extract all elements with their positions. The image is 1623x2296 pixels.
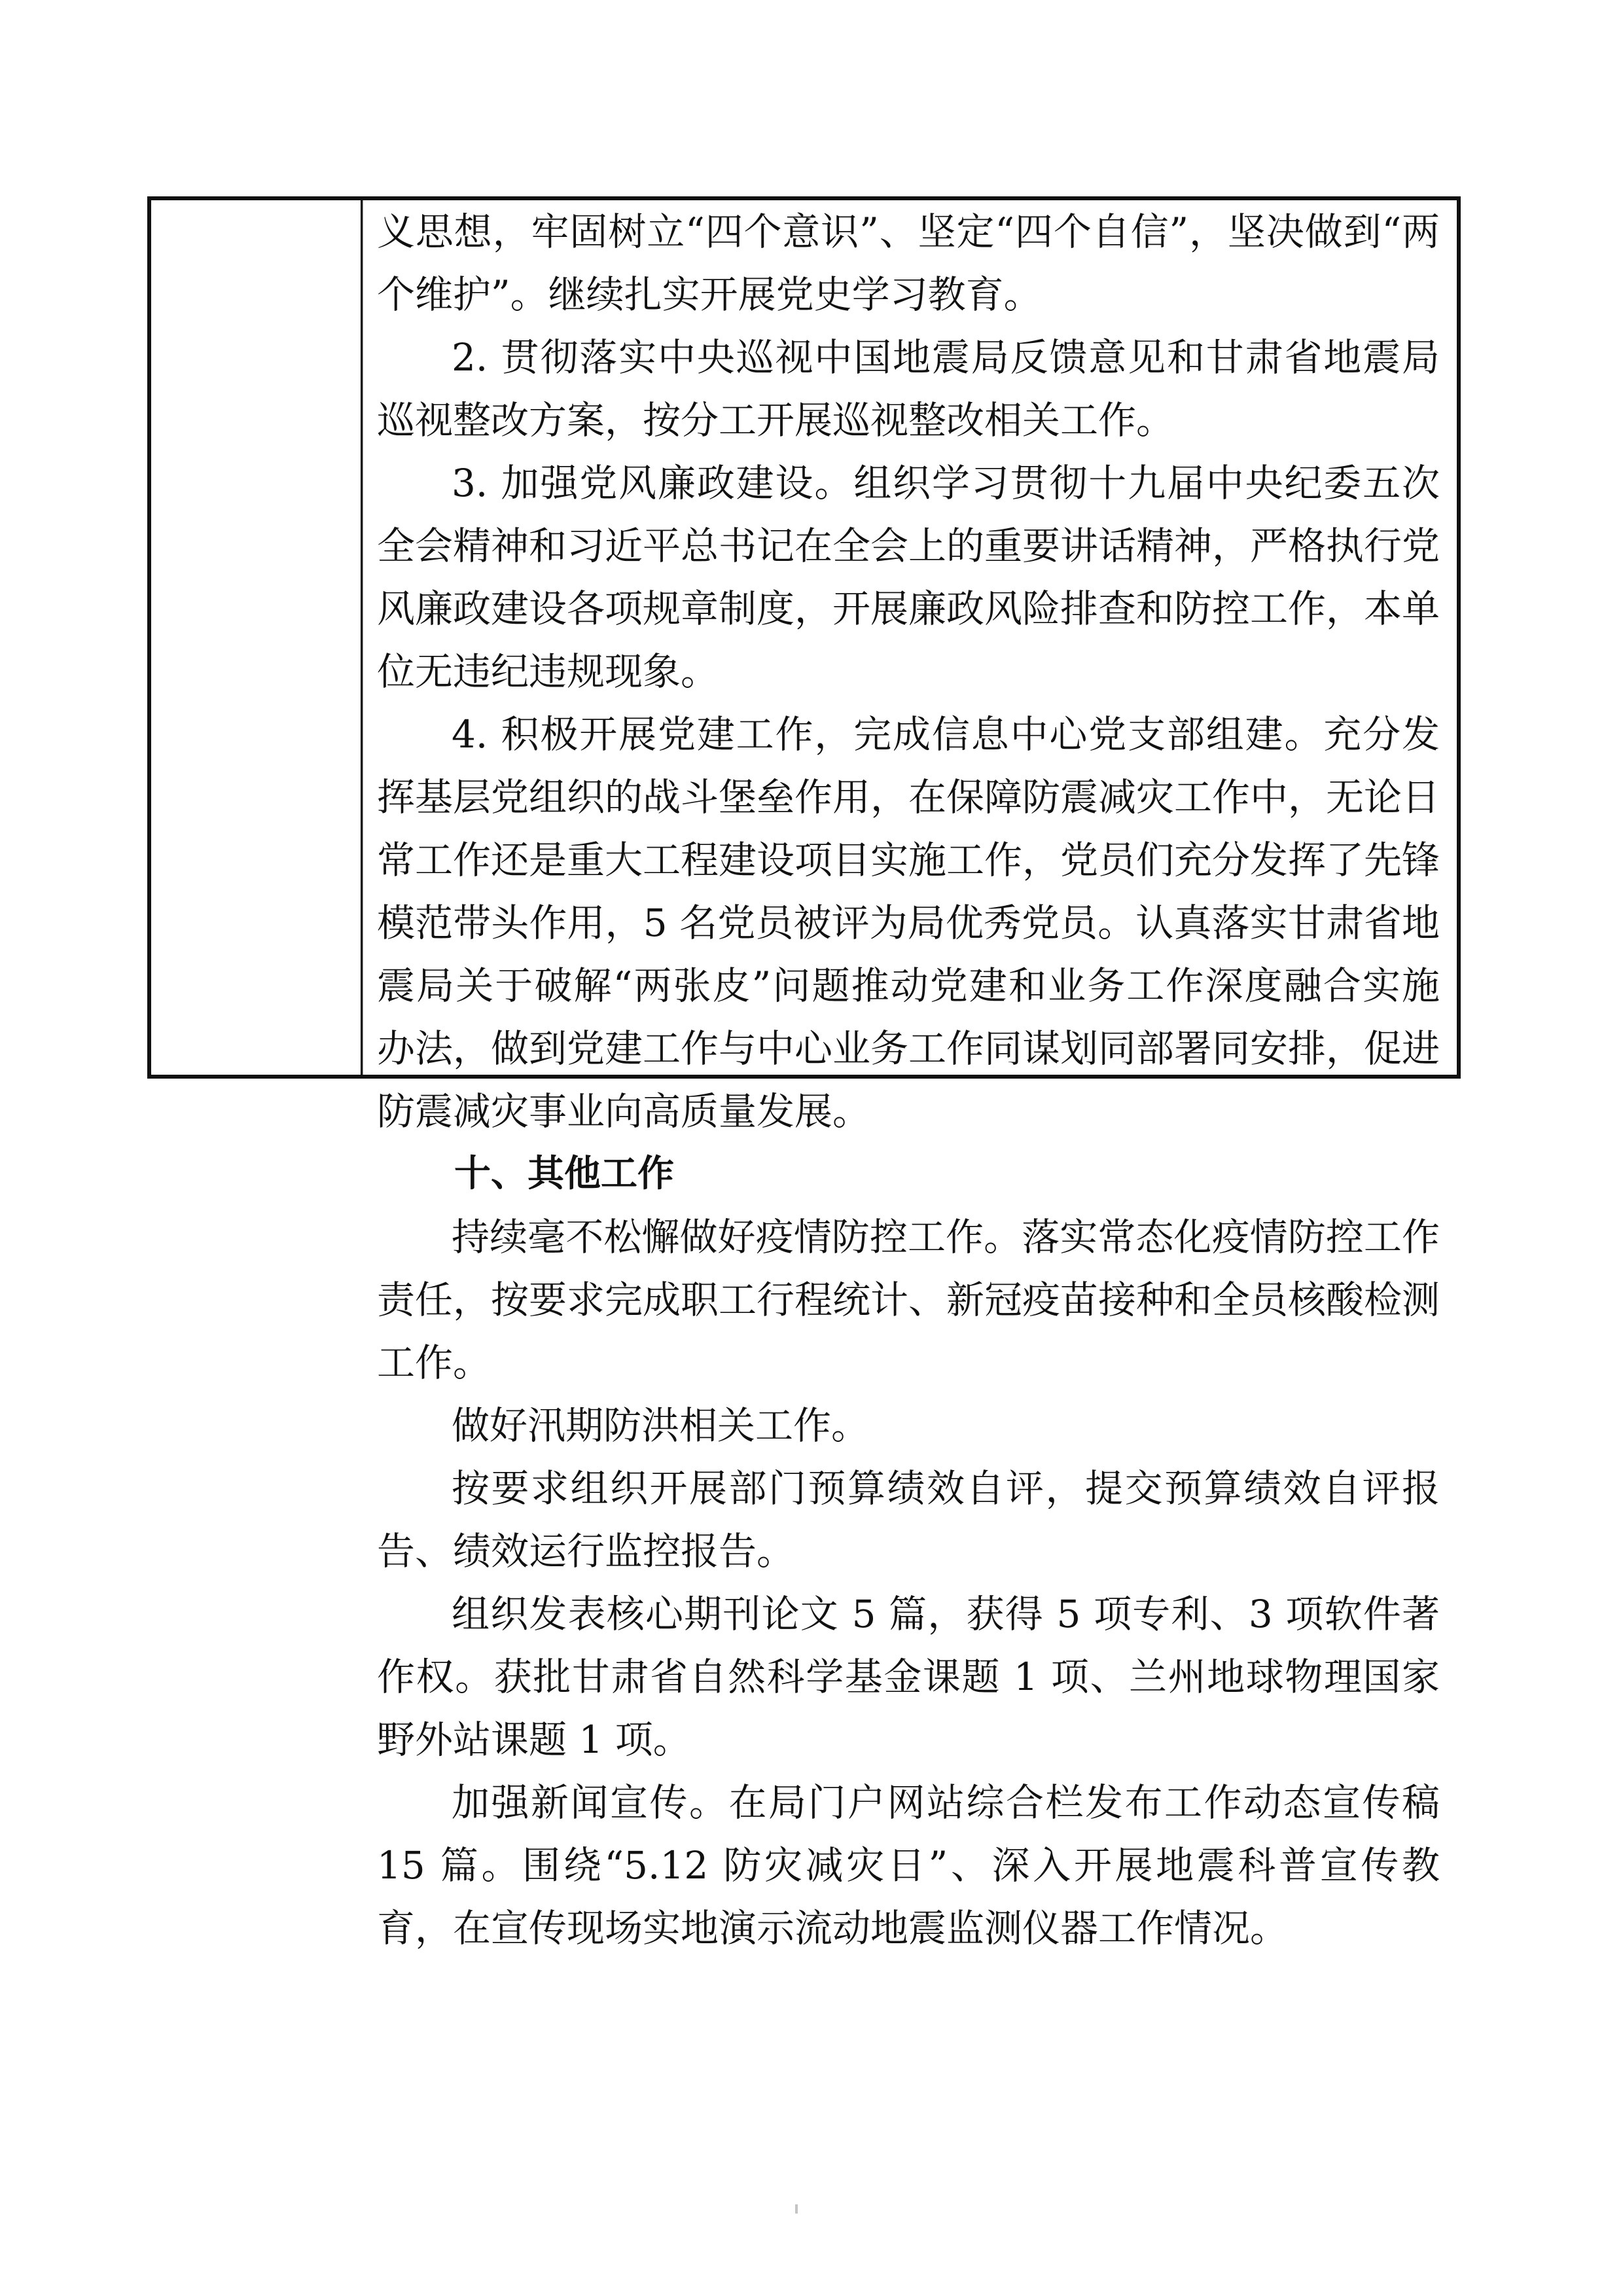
- table-left-column: [151, 200, 361, 1075]
- scan-artifact: [795, 2204, 798, 2214]
- paragraph-item-2: 2. 贯彻落实中央巡视中国地震局反馈意见和甘肃省地震局巡视整改方案，按分工开展巡视整改相关工作。: [377, 335, 1440, 442]
- report-table: [147, 196, 1461, 1950]
- paragraph-publicity: 加强新闻宣传。在局门户网站综合栏发布工作动态宣传稿 15 篇。围绕“5.12 防灾减灾日”、深入开展地震科普宣传教育，在宣传现场实地演示流动地震监测仪器工作情况。: [377, 1780, 1440, 1950]
- paragraph-research: 组织发表核心期刊论文 5 篇，获得 5 项专利、3 项软件著作权。获批甘肃省自然科学基金课题 1 项、兰州地球物理国家野外站课题 1 项。: [377, 1592, 1440, 1762]
- paragraph-item-3: 3. 加强党风廉政建设。组织学习贯彻十九届中央纪委五次全会精神和习近平总书记在全会上的重要讲话精神，严格执行党风廉政建设各项规章制度，开展廉政风险排查和防控工作，本单位无违纪违规现象。: [377, 461, 1440, 694]
- paragraph-item-4: 4. 积极开展党建工作，完成信息中心党支部组建。充分发挥基层党组织的战斗堡垒作用，在保障防震减灾工作中，无论日常工作还是重大工程建设项目实施工作，党员们充分发挥了先锋模范带头作用，5 名党员被评为局优秀党员。认真落实甘肃省地震局关于破解“两张皮”问题推动党建和业务工作深度融合实施办法，做到党建工作与中心业务工作同谋划同部署同安排，促进防震减灾事业向高质量发展。: [377, 712, 1440, 1134]
- table-content-cell: [377, 200, 1440, 1960]
- paragraph-flood: 做好汛期防洪相关工作。: [452, 1403, 870, 1448]
- paragraph-epidemic: 持续毫不松懈做好疫情防控工作。落实常态化疫情防控工作责任，按要求完成职工行程统计、新冠疫苗接种和全员核酸检测工作。: [377, 1215, 1440, 1385]
- section-heading: 十、其他工作: [454, 1153, 674, 1195]
- column-divider: [361, 200, 363, 1075]
- paragraph-budget: 按要求组织开展部门预算绩效自评，提交预算绩效自评报告、绩效运行监控报告。: [377, 1466, 1440, 1573]
- paragraph-continuation: 义思想，牢固树立“四个意识”、坚定“四个自信”，坚决做到“两个维护”。继续扎实开展党史学习教育。: [377, 209, 1440, 317]
